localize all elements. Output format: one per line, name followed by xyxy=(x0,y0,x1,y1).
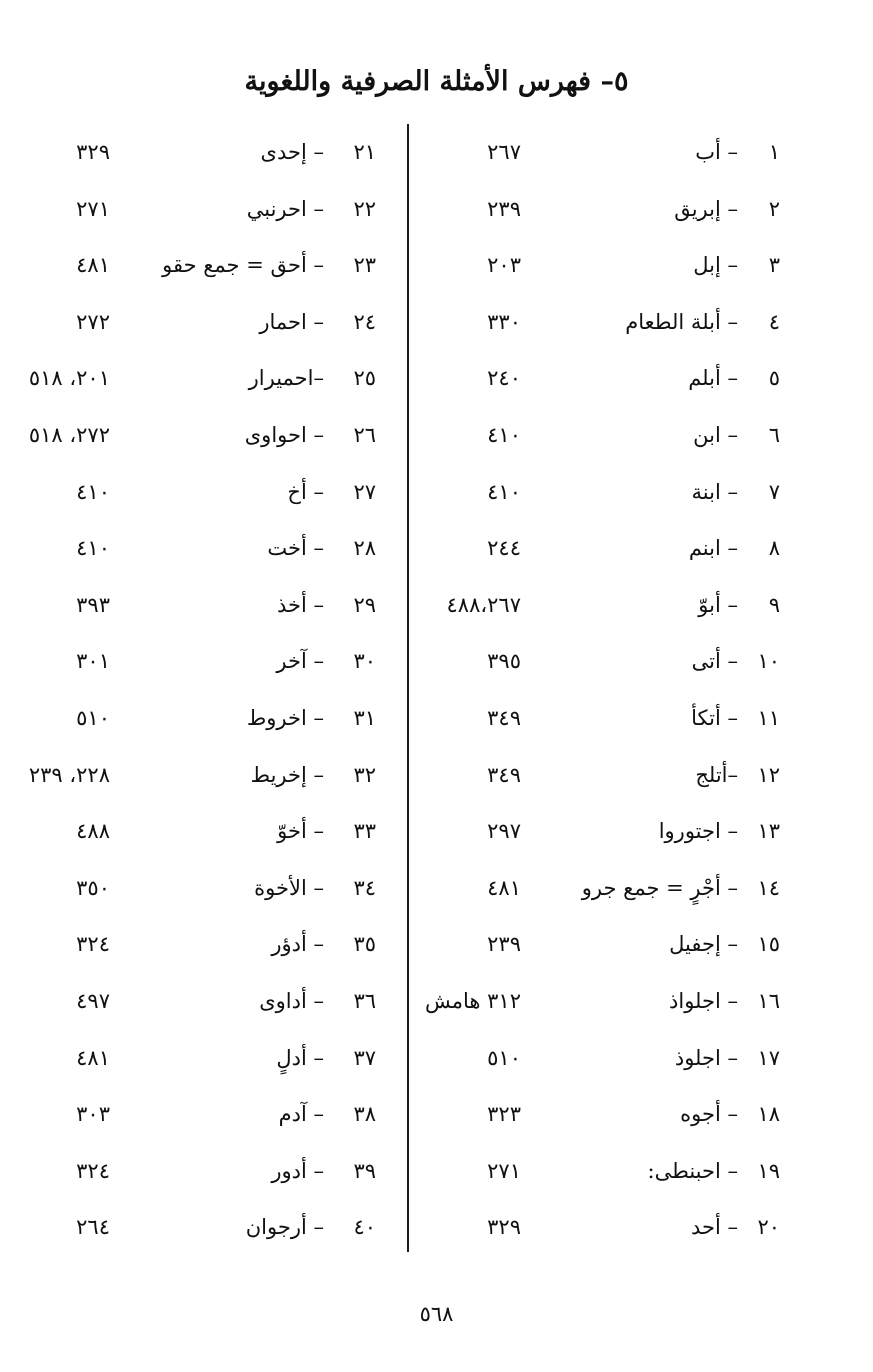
entry-word: – أداوى xyxy=(259,989,324,1013)
entry-pages: ٢٧٢ xyxy=(76,309,110,334)
index-entry xyxy=(416,409,836,466)
index-entry xyxy=(416,1032,836,1089)
entry-word: – احبنطى: xyxy=(647,1158,738,1183)
entry-word: – أخ xyxy=(287,479,324,504)
entry-pages: ٣٤٩ xyxy=(487,762,521,787)
entry-pages: ٤١٠ xyxy=(487,423,521,447)
entry-word: – إجفيل xyxy=(669,932,738,957)
entry-pages: ٣٢٤ xyxy=(76,932,110,957)
entry-word: – الأخوة xyxy=(254,875,324,900)
entry-number: ٢٥ xyxy=(353,366,376,391)
entry-pages: ٢٣٩ xyxy=(487,196,521,221)
entry-pages: ٤٨٨ xyxy=(76,819,110,844)
index-column-left xyxy=(0,126,420,1256)
index-entry xyxy=(0,749,420,806)
entry-pages: ٣٩٥ xyxy=(487,649,521,674)
index-entry xyxy=(0,975,420,1032)
entry-number: ١٥ xyxy=(757,932,780,957)
entry-number: ٣٧ xyxy=(353,1045,376,1070)
index-entry xyxy=(0,409,420,466)
index-entry xyxy=(416,466,836,523)
index-entry xyxy=(416,183,836,240)
index-entry xyxy=(416,239,836,296)
entry-pages: ٤١٠ xyxy=(487,479,521,504)
entry-pages: ٣٠١ xyxy=(76,649,110,674)
entry-word: – أبوّ xyxy=(698,592,738,617)
entry-word: – أدلٍ xyxy=(276,1045,324,1070)
index-entry xyxy=(416,692,836,749)
entry-pages: ٢٤٠ xyxy=(487,366,521,391)
index-entry xyxy=(416,126,836,183)
index-entry xyxy=(0,466,420,523)
entry-number: ١٨ xyxy=(757,1102,780,1127)
index-entry xyxy=(416,749,836,806)
entry-number: ٩ xyxy=(768,592,780,617)
entry-word: –أتلج xyxy=(695,762,738,787)
entry-number: ١١ xyxy=(757,706,780,730)
index-entry xyxy=(0,1088,420,1145)
entry-word: – أتى xyxy=(691,649,738,674)
index-entry xyxy=(416,1145,836,1202)
entry-pages: ٣١٢ هامش xyxy=(424,989,521,1013)
entry-word: – أبلة الطعام xyxy=(625,309,738,334)
entry-pages: ٣٠٣ xyxy=(76,1102,110,1127)
index-entry xyxy=(416,975,836,1032)
entry-pages: ٣٩٣ xyxy=(76,592,110,617)
entry-number: ٣٥ xyxy=(353,932,376,957)
index-entry xyxy=(0,1032,420,1089)
entry-pages: ٢٧١ xyxy=(76,196,110,221)
entry-pages: ٣٢٣ xyxy=(487,1102,521,1127)
entry-pages: ٤٨١ xyxy=(487,875,521,900)
entry-number: ١٦ xyxy=(757,989,780,1013)
entry-word: – أخذ xyxy=(276,592,324,617)
entry-word: – اخروط xyxy=(246,706,324,730)
page-title: ٥– فهرس الأمثلة الصرفية واللغوية xyxy=(244,66,629,97)
entry-word: – آخر xyxy=(276,649,324,674)
index-entry xyxy=(416,918,836,975)
entry-pages: ٢٦٧ xyxy=(487,140,521,164)
entry-pages: ٣٤٩ xyxy=(487,706,521,730)
index-entry xyxy=(416,579,836,636)
entry-pages: ٣٢٤ xyxy=(76,1158,110,1183)
entry-number: ٢٢ xyxy=(353,196,376,221)
entry-pages: ٤٨٨،٢٦٧ xyxy=(446,592,521,617)
entry-number: ٥ xyxy=(768,366,780,391)
entry-number: ٣٩ xyxy=(353,1158,376,1183)
index-entry xyxy=(0,918,420,975)
index-entry xyxy=(0,1145,420,1202)
entry-number: ١٢ xyxy=(757,762,780,787)
entry-number: ٢٨ xyxy=(353,536,376,561)
entry-number: ٣٦ xyxy=(353,989,376,1013)
index-entry xyxy=(416,862,836,919)
entry-number: ٣٢ xyxy=(353,762,376,787)
entry-number: ٣ xyxy=(768,253,780,278)
entry-number: ١ xyxy=(768,140,780,164)
entry-word: – أدور xyxy=(271,1158,324,1183)
index-entry xyxy=(0,126,420,183)
entry-number: ١٤ xyxy=(757,875,780,900)
entry-number: ١٧ xyxy=(757,1045,780,1070)
entry-word: – إحدى xyxy=(260,140,324,164)
index-entry xyxy=(416,635,836,692)
entry-word: – أتكأ xyxy=(691,706,738,730)
entry-pages: ٤٨١ xyxy=(76,253,110,278)
entry-pages: ٥١٠ xyxy=(76,706,110,730)
index-entry xyxy=(416,352,836,409)
entry-pages: ٤٩٧ xyxy=(76,989,110,1013)
index-entry xyxy=(416,522,836,579)
entry-word: – أب xyxy=(695,140,738,164)
entry-pages: ٢٧٢، ٥١٨ xyxy=(28,423,110,447)
entry-pages: ٣٥٠ xyxy=(76,875,110,900)
entry-word: – أحق = جمع حقو xyxy=(162,253,324,278)
entry-pages: ٤٨١ xyxy=(76,1045,110,1070)
page-number: ٥٦٨ xyxy=(419,1302,454,1326)
entry-word: – أحد xyxy=(690,1215,738,1240)
entry-number: ١٠ xyxy=(757,649,780,674)
entry-word: – ابنم xyxy=(688,536,738,561)
entry-word: –احميرار xyxy=(248,366,324,391)
entry-word: – اجتوروا xyxy=(658,819,738,844)
entry-number: ٤٠ xyxy=(353,1215,376,1240)
index-entry xyxy=(0,296,420,353)
entry-pages: ٢٢٨، ٢٣٩ xyxy=(28,762,110,787)
entry-number: ٢٤ xyxy=(353,309,376,334)
index-entry xyxy=(416,805,836,862)
entry-word: – إخريط xyxy=(250,762,324,787)
index-entry xyxy=(0,635,420,692)
entry-pages: ٥١٠ xyxy=(487,1045,521,1070)
index-entry xyxy=(416,1088,836,1145)
entry-number: ٣١ xyxy=(353,706,376,730)
entry-word: – ابن xyxy=(693,423,738,447)
entry-number: ٣٨ xyxy=(353,1102,376,1127)
entry-pages: ٣٢٩ xyxy=(487,1215,521,1240)
entry-number: ٣٣ xyxy=(353,819,376,844)
entry-number: ٤ xyxy=(768,309,780,334)
entry-number: ٢٦ xyxy=(353,423,376,447)
index-entry xyxy=(0,579,420,636)
entry-number: ٢٣ xyxy=(353,253,376,278)
entry-pages: ٢٠٣ xyxy=(487,253,521,278)
entry-number: ١٣ xyxy=(757,819,780,844)
entry-word: – أخت xyxy=(267,536,324,561)
entry-number: ٢٩ xyxy=(353,592,376,617)
entry-pages: ٣٣٠ xyxy=(487,309,521,334)
index-entry xyxy=(0,805,420,862)
entry-number: ٣٤ xyxy=(353,875,376,900)
entry-word: – أخوّ xyxy=(277,819,324,844)
index-entry xyxy=(0,239,420,296)
entry-word: – إبريق xyxy=(674,196,738,221)
entry-pages: ٤١٠ xyxy=(76,479,110,504)
entry-word: – آدم xyxy=(278,1102,324,1127)
entry-word: – أدؤر xyxy=(271,932,324,957)
entry-word: – أرجوان xyxy=(245,1215,324,1240)
entry-number: ١٩ xyxy=(757,1158,780,1183)
index-entry xyxy=(0,692,420,749)
index-entry xyxy=(0,862,420,919)
index-entry xyxy=(0,522,420,579)
entry-pages: ٣٢٩ xyxy=(76,140,110,164)
entry-number: ٢ xyxy=(768,196,780,221)
entry-pages: ٢٧١ xyxy=(487,1158,521,1183)
entry-word: – إبل xyxy=(693,253,738,278)
entry-pages: ٢٠١، ٥١٨ xyxy=(28,366,110,391)
entry-word: – أجوه xyxy=(680,1102,738,1127)
entry-word: – احواوى xyxy=(244,423,324,447)
entry-number: ٣٠ xyxy=(353,649,376,674)
entry-pages: ٢٦٤ xyxy=(76,1215,110,1240)
entry-number: ٧ xyxy=(768,479,780,504)
entry-pages: ٤١٠ xyxy=(76,536,110,561)
entry-word: – ابنة xyxy=(691,479,738,504)
entry-word: – احمار xyxy=(259,309,324,334)
entry-number: ٨ xyxy=(768,536,780,561)
index-entry xyxy=(416,296,836,353)
entry-number: ٢٠ xyxy=(757,1215,780,1240)
index-entry xyxy=(0,1201,420,1258)
entry-number: ٦ xyxy=(768,423,780,447)
entry-word: – أجْرٍ = جمع جرو xyxy=(581,875,738,900)
index-entry xyxy=(0,352,420,409)
entry-word: – اجلوذ xyxy=(674,1045,738,1070)
entry-pages: ٢٩٧ xyxy=(487,819,521,844)
entry-word: – اجلواذ xyxy=(669,989,738,1013)
index-entry xyxy=(0,183,420,240)
entry-number: ٢١ xyxy=(353,140,376,164)
entry-pages: ٢٣٩ xyxy=(487,932,521,957)
index-entry xyxy=(416,1201,836,1258)
entry-word: – أبلم xyxy=(688,366,738,391)
entry-word: – احرنبي xyxy=(246,196,324,221)
entry-pages: ٢٤٤ xyxy=(487,536,521,561)
entry-number: ٢٧ xyxy=(353,479,376,504)
index-column-right xyxy=(416,126,836,1256)
